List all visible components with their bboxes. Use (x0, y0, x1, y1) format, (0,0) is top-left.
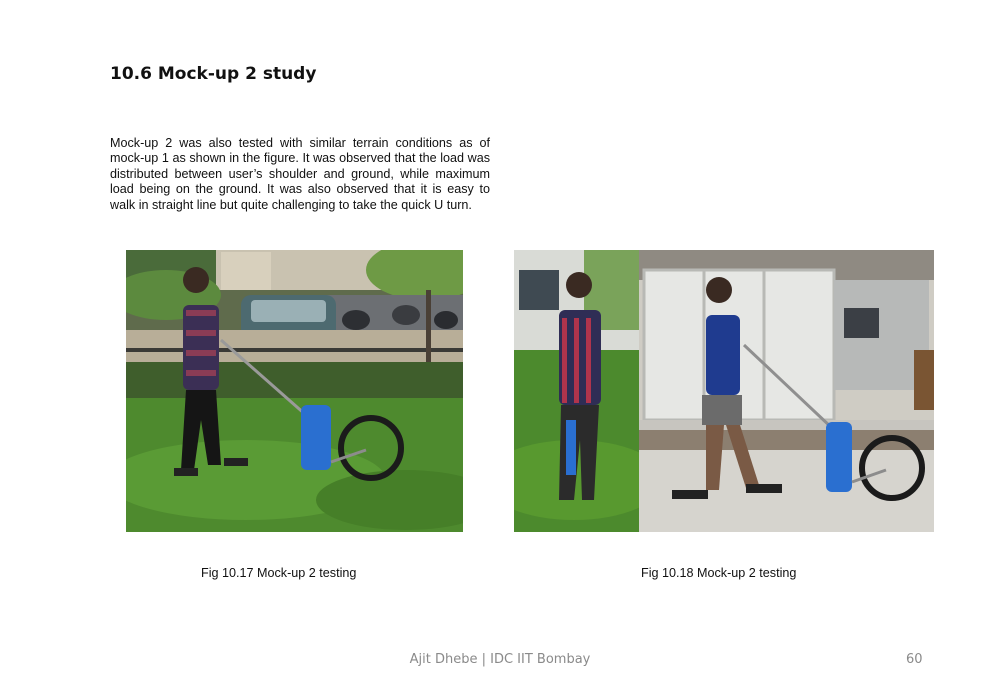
figure-10-18-caption: Fig 10.18 Mock-up 2 testing (641, 566, 797, 580)
figure-10-18-photo (514, 250, 934, 532)
section-heading: 10.6 Mock-up 2 study (110, 64, 317, 84)
page-number: 60 (906, 652, 923, 667)
footer-text: Ajit Dhebe | IDC IIT Bombay (409, 652, 591, 667)
figure-10-17-photo (126, 250, 463, 532)
figure-10-17-caption: Fig 10.17 Mock-up 2 testing (201, 566, 357, 580)
body-paragraph: Mock-up 2 was also tested with similar terrain conditions as of mock-up 1 as shown in the figure. It was observed that the load was distributed between user’s shoulder and ground, while maximum load being on the ground. It was also observed that it is easy to walk in straight line but quite challenging to take the quick U turn. (110, 136, 490, 212)
